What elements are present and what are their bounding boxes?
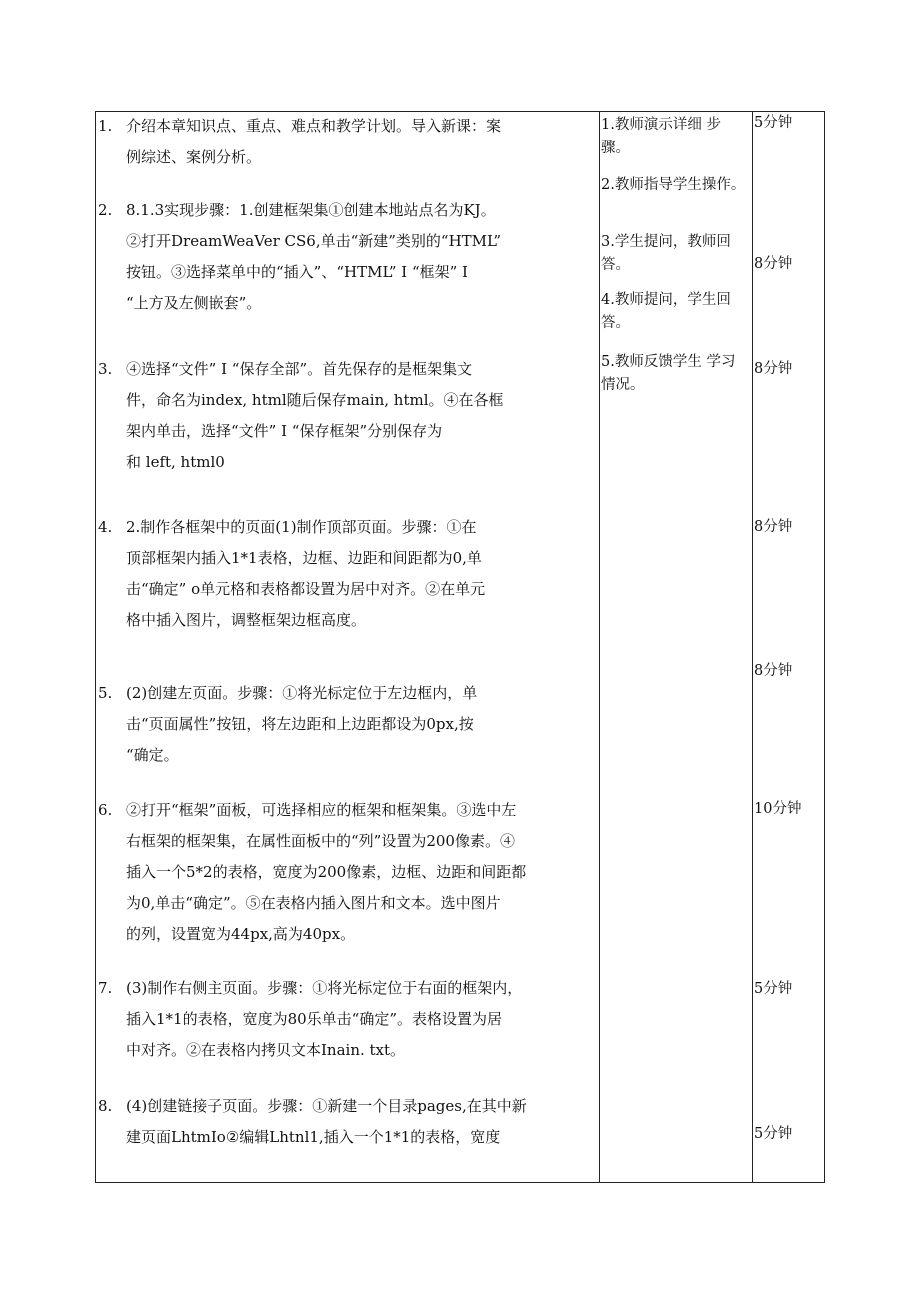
step-8 bbox=[96, 1091, 596, 1153]
step-line: (2)创建左页面。步骤：①将光标定位于左边框内，单 bbox=[126, 684, 478, 702]
step-number: 6. bbox=[98, 801, 113, 819]
step-line: 插入1*1的表格，宽度为80乐单击“确定”。表格设置为居 bbox=[126, 1010, 503, 1028]
time-1: 5分钟 bbox=[754, 115, 793, 131]
step-number: 7. bbox=[98, 979, 113, 997]
step-number: 4. bbox=[98, 518, 113, 536]
step-number: 5. bbox=[98, 684, 113, 702]
step-line: 例综述、案例分析。 bbox=[126, 148, 262, 166]
column-divider-method bbox=[599, 111, 600, 1183]
method-4: 4.教师提问，学生回答。 bbox=[601, 292, 731, 331]
time-8: 5分钟 bbox=[754, 1126, 793, 1142]
step-line: 击“确定” o单元格和表格都设置为居中对齐。②在单元 bbox=[126, 580, 486, 598]
method-1: 1.教师演示详细 步骤。 bbox=[601, 117, 721, 156]
step-line: 8.1.3实现步骤：1.创建框架集①创建本地站点名为KJ。 bbox=[126, 201, 496, 219]
step-6 bbox=[96, 795, 596, 950]
time-3: 8分钟 bbox=[754, 361, 793, 377]
step-line: ②打开“框架”面板，可选择相应的框架和框架集。③选中左 bbox=[126, 801, 517, 819]
column-divider-time bbox=[752, 111, 753, 1183]
time-5: 8分钟 bbox=[754, 663, 793, 679]
step-line: ②打开DreamWeaVer CS6,单击“新建”类别的“HTML” bbox=[126, 232, 502, 250]
step-line: “上方及左侧嵌套”。 bbox=[126, 294, 262, 312]
step-line: 中对齐。②在表格内拷贝文本Inain. txt。 bbox=[126, 1041, 406, 1059]
step-line: 右框架的框架集，在属性面板中的“列”设置为200像素。④ bbox=[126, 832, 515, 850]
time-2: 8分钟 bbox=[754, 256, 793, 272]
step-line: 击“页面属性”按钮，将左边距和上边距都设为0px,按 bbox=[126, 715, 474, 733]
step-line: 按钮。③选择菜单中的“插入”、“HTML” I “框架” I bbox=[126, 263, 468, 281]
step-line: (4)创建链接子页面。步骤：①新建一个目录pages,在其中新 bbox=[126, 1097, 527, 1115]
step-line: 的列，设置宽为44px,高为40px。 bbox=[126, 925, 356, 943]
step-number: 3. bbox=[98, 360, 113, 378]
method-5: 5.教师反馈学生 学习情况。 bbox=[601, 354, 736, 393]
step-7 bbox=[96, 973, 596, 1066]
step-number: 1. bbox=[98, 117, 113, 135]
step-number: 8. bbox=[98, 1097, 113, 1115]
step-4 bbox=[96, 512, 596, 636]
step-1 bbox=[96, 111, 596, 173]
step-2 bbox=[96, 195, 596, 319]
step-3 bbox=[96, 354, 596, 478]
method-2: 2.教师指导学生操作。 bbox=[601, 177, 746, 193]
time-6: 10分钟 bbox=[754, 801, 802, 817]
method-3: 3.学生提问，教师回答。 bbox=[601, 234, 731, 273]
step-line: 和 left, html0 bbox=[126, 453, 225, 471]
step-line: 建页面LhtmIo②编辑Lhtnl1,插入一个1*1的表格，宽度 bbox=[126, 1128, 501, 1146]
step-line: 件，命名为index, html随后保存main, html。④在各框 bbox=[126, 391, 504, 409]
step-line: “确定。 bbox=[126, 746, 179, 764]
step-line: 格中插入图片，调整框架边框高度。 bbox=[126, 611, 367, 629]
step-line: 介绍本章知识点、重点、难点和教学计划。导入新课：案 bbox=[126, 117, 502, 135]
step-line: 2.制作各框架中的页面(1)制作顶部页面。步骤：①在 bbox=[126, 518, 477, 536]
step-line: 为0,单击“确定”。⑤在表格内插入图片和文本。选中图片 bbox=[126, 894, 501, 912]
step-line: 顶部框架内插入1*1表格，边框、边距和间距都为0,单 bbox=[126, 549, 482, 567]
time-4: 8分钟 bbox=[754, 519, 793, 535]
step-line: ④选择“文件” I “保存全部”。首先保存的是框架集文 bbox=[126, 360, 473, 378]
step-5 bbox=[96, 678, 596, 771]
step-line: (3)制作右侧主页面。步骤：①将光标定位于右面的框架内， bbox=[126, 979, 523, 997]
time-7: 5分钟 bbox=[754, 981, 793, 997]
step-line: 架内单击，选择“文件” I “保存框架”分别保存为 bbox=[126, 422, 443, 440]
step-line: 插入一个5*2的表格，宽度为200像素，边框、边距和间距都 bbox=[126, 863, 527, 881]
step-number: 2. bbox=[98, 201, 113, 219]
